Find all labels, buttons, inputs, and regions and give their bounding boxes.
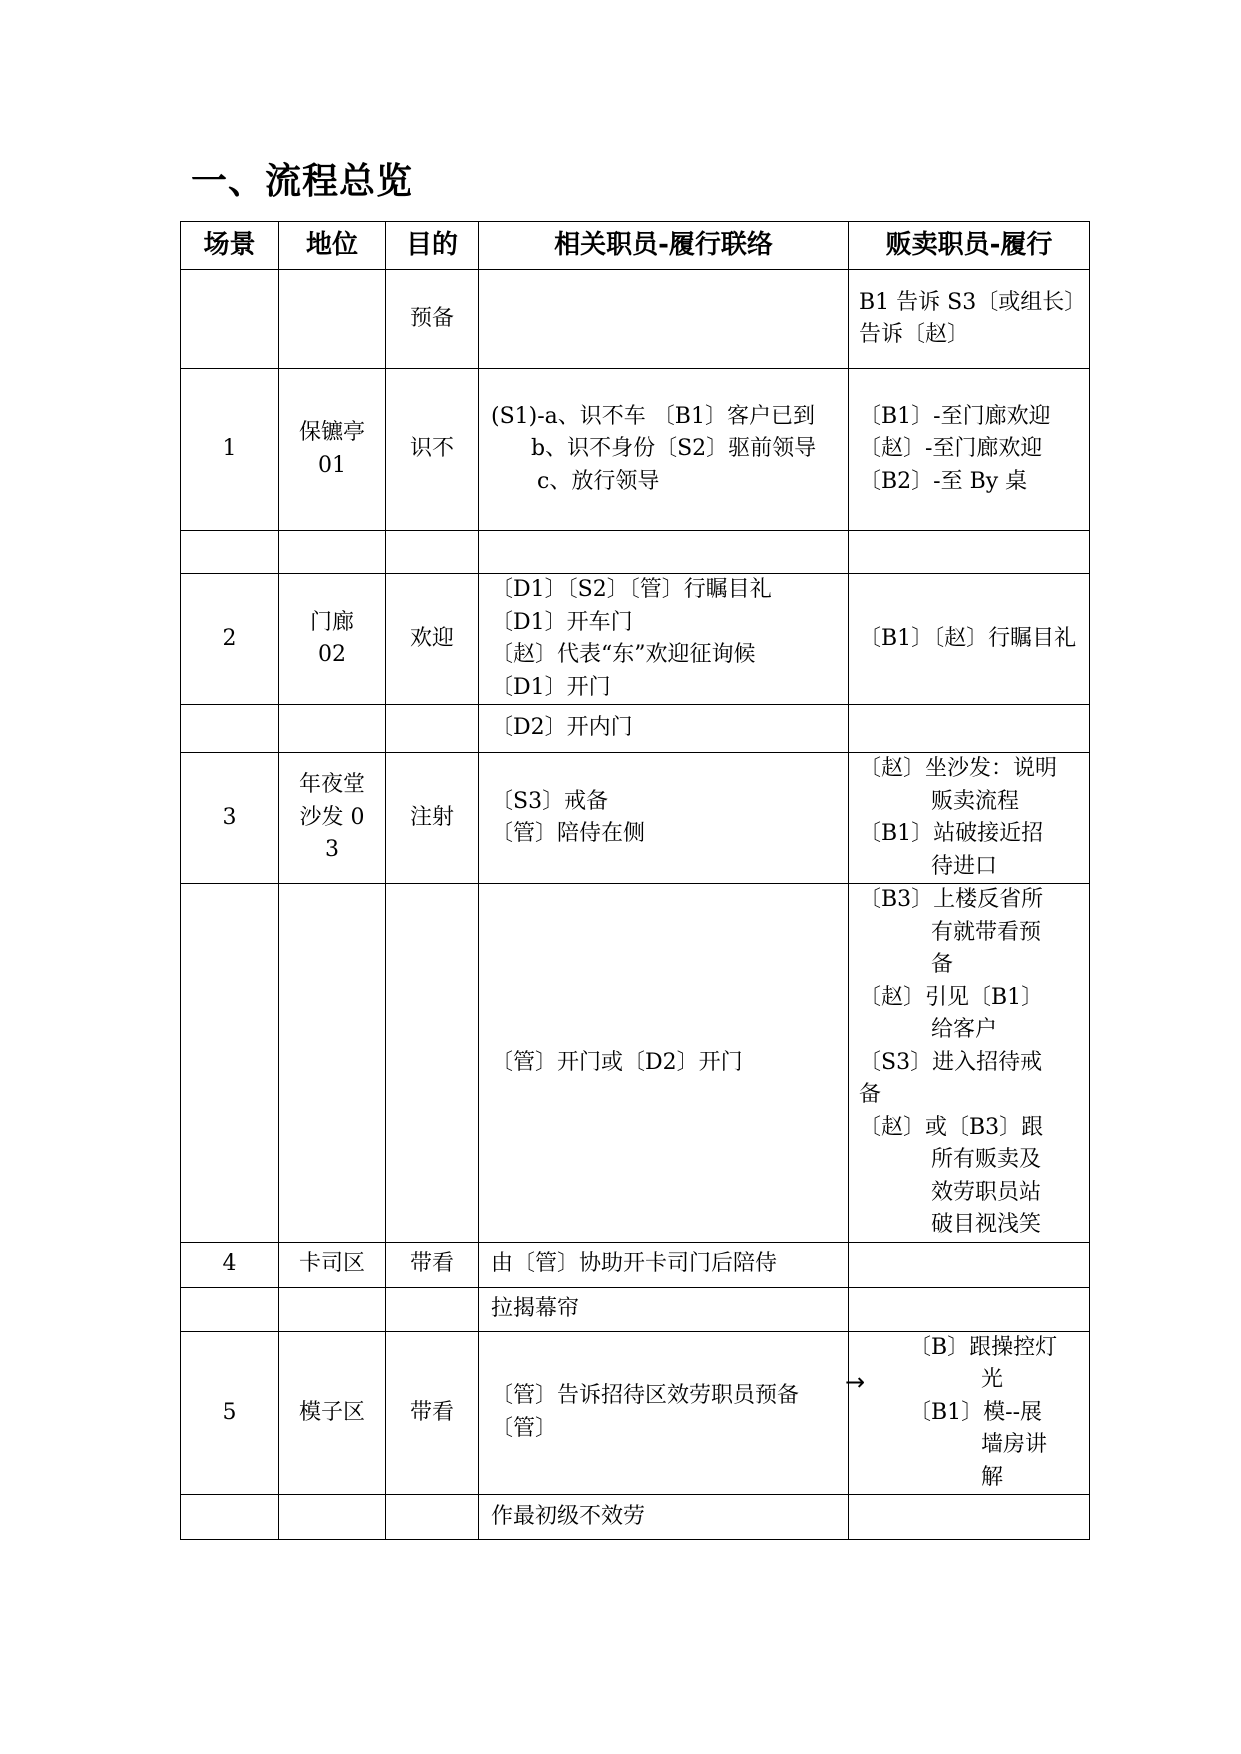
sales-cell	[849, 705, 1090, 753]
sales-line: 〔B2〕-至 By 桌	[859, 468, 1028, 494]
scene-cell: 1	[181, 369, 279, 531]
location-cell	[279, 1495, 386, 1540]
table-row	[181, 574, 1090, 705]
staff-cell	[479, 1331, 849, 1495]
header-location: 地位	[279, 222, 386, 270]
location-cell: 模子区	[279, 1331, 386, 1495]
table-row	[181, 1331, 1090, 1495]
location-cell: 卡司区	[279, 1242, 386, 1287]
purpose-cell	[386, 705, 479, 753]
staff-cell	[479, 531, 849, 574]
table-row	[181, 270, 1090, 369]
sales-line: 〔B〕跟操控灯光	[909, 1334, 1058, 1392]
staff-cell	[479, 1242, 849, 1287]
location-cell: 门廊 02	[279, 574, 386, 705]
sales-line: 〔B1〕-至门廊欢迎	[859, 403, 1051, 429]
purpose-cell: 带看	[386, 1331, 479, 1495]
staff-line: 由〔管〕协助开卡司门后陪侍	[491, 1251, 778, 1277]
sales-line: 告诉〔赵〕	[859, 322, 970, 347]
staff-cell	[479, 884, 849, 1243]
sales-line: 〔B1〕〔赵〕行瞩目礼	[859, 625, 1077, 651]
table-row	[181, 1242, 1090, 1287]
staff-line: 拉揭幕帘	[491, 1295, 580, 1321]
header-purpose: 目的	[386, 222, 479, 270]
staff-line: 〔管〕开门或〔D2〕开门	[491, 1049, 743, 1075]
staff-line: 〔S3〕戒备	[491, 788, 609, 814]
sales-cell	[849, 369, 1090, 531]
staff-cell	[479, 574, 849, 705]
purpose-cell: 预备	[386, 270, 479, 369]
table-row	[181, 753, 1090, 884]
staff-cell	[479, 1287, 849, 1331]
purpose-cell: 欢迎	[386, 574, 479, 705]
header-sales-execution: 贩卖职员-履行	[849, 222, 1090, 270]
scene-cell: 5	[181, 1331, 279, 1495]
purpose-cell	[386, 531, 479, 574]
sales-cell	[849, 1287, 1090, 1331]
staff-line: 〔D1〕开门	[491, 674, 611, 700]
sales-line: 〔S3〕进入招待戒备	[859, 1049, 1043, 1107]
sales-cell	[849, 531, 1090, 574]
staff-line: 〔管〕告诉招待区效劳职员预备〔管〕	[491, 1383, 800, 1441]
page-title: 一、流程总览	[191, 161, 414, 202]
staff-line: 〔D1〕〔S2〕〔管〕行瞩目礼	[491, 577, 772, 602]
scene-cell: 2	[181, 574, 279, 705]
purpose-cell: 识不	[386, 369, 479, 531]
staff-line: 作最初级不效劳	[491, 1503, 646, 1529]
staff-cell	[479, 753, 849, 884]
staff-line: b、识不身份〔S2〕驱前领导	[531, 436, 817, 462]
location-cell	[279, 270, 386, 369]
table-row	[181, 1495, 1090, 1540]
staff-line: c、放行领导	[537, 468, 660, 494]
sales-line: 〔赵〕-至门廊欢迎	[859, 436, 1043, 462]
purpose-cell: 注射	[386, 753, 479, 884]
purpose-cell: 带看	[386, 1242, 479, 1287]
table-row	[181, 1287, 1090, 1331]
scene-cell	[181, 884, 279, 1243]
table-row	[181, 369, 1090, 531]
sales-line: 〔赵〕引见〔B1〕给客户	[859, 984, 1044, 1042]
staff-cell	[479, 1495, 849, 1540]
purpose-cell	[386, 1495, 479, 1540]
purpose-cell	[386, 884, 479, 1243]
sales-line: 〔B1〕站破接近招待进口	[859, 821, 1044, 879]
sales-cell	[849, 270, 1090, 369]
sales-line: 〔B1〕模--展墙房讲解	[909, 1399, 1048, 1490]
sales-line: 〔赵〕坐沙发：说明贩卖流程	[859, 756, 1058, 814]
staff-line: 〔D1〕开车门	[491, 609, 633, 635]
scene-cell	[181, 531, 279, 574]
location-cell	[279, 531, 386, 574]
sales-cell	[849, 574, 1090, 705]
staff-line: 〔管〕陪侍在侧	[491, 821, 646, 846]
table-row	[181, 531, 1090, 574]
staff-cell	[479, 705, 849, 753]
sales-line: B1 告诉 S3〔或组长〕	[859, 289, 1087, 315]
location-cell	[279, 705, 386, 753]
staff-line: 〔赵〕代表“东”欢迎征询候	[491, 642, 756, 667]
sales-cell	[849, 1242, 1090, 1287]
scene-cell	[181, 1287, 279, 1331]
header-scene: 场景	[181, 222, 279, 270]
sales-line: 〔B3〕上楼反省所有就带看预备	[859, 887, 1044, 977]
arrow-icon: →	[845, 1367, 866, 1396]
scene-cell	[181, 270, 279, 369]
scene-cell: 4	[181, 1242, 279, 1287]
table-row	[181, 705, 1090, 753]
process-overview-table	[180, 221, 1090, 1540]
sales-cell	[849, 1495, 1090, 1540]
purpose-cell	[386, 1287, 479, 1331]
location-cell: 年夜堂沙发 03	[279, 753, 386, 884]
sales-cell	[849, 884, 1090, 1243]
location-cell	[279, 884, 386, 1243]
scene-cell: 3	[181, 753, 279, 884]
table-header-row	[181, 222, 1090, 270]
scene-cell	[181, 1495, 279, 1540]
table-row	[181, 884, 1090, 1243]
location-cell	[279, 1287, 386, 1331]
header-staff-liaison: 相关职员-履行联络	[479, 222, 849, 270]
staff-cell	[479, 270, 849, 369]
scene-cell	[181, 705, 279, 753]
staff-line: (S1)-a、识不车 〔B1〕客户已到	[491, 403, 815, 429]
location-cell: 保镳亭 01	[279, 369, 386, 531]
sales-cell	[849, 753, 1090, 884]
sales-line: 〔赵〕或〔B3〕跟所有贩卖及效劳职员站破目视浅笑	[859, 1114, 1044, 1237]
staff-cell	[479, 369, 849, 531]
sales-cell	[845, 1331, 1090, 1495]
staff-line: 〔D2〕开内门	[491, 715, 633, 741]
